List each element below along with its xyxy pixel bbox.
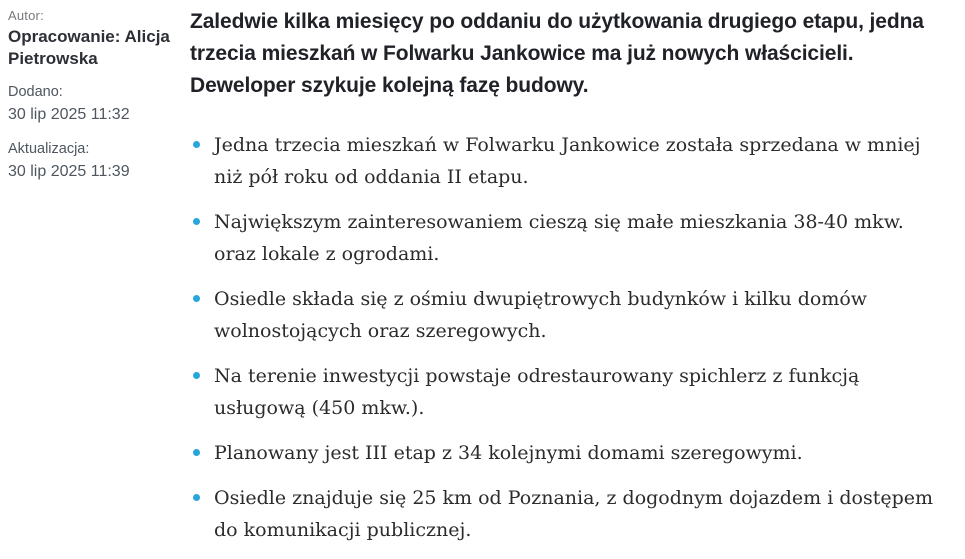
bullet-icon (193, 141, 200, 148)
list-item-text: Planowany jest III etap z 34 kolejnymi domami szeregowymi. (214, 442, 803, 464)
list-item-text: Osiedle znajduje się 25 km od Poznania, z dogodnym dojazdem i dostępem do komunikacji publicznej. (214, 487, 934, 541)
list-item (190, 129, 942, 193)
article-lead: Zaledwie kilka miesięcy po oddaniu do użytkowania drugiego etapu, jedna trzecia mieszkań w Folwarku Jankowice ma już nowych właścicieli. Deweloper szykuje kolejną fazę budowy. (190, 10, 924, 97)
added-group (8, 83, 180, 126)
author-label: Autor: (8, 8, 44, 23)
updated-group (8, 140, 180, 183)
bullet-icon (193, 494, 200, 501)
list-item (190, 437, 942, 469)
list-item (190, 482, 942, 546)
updated-label: Aktualizacja: (8, 140, 90, 157)
article-meta-sidebar (8, 8, 180, 197)
list-item (190, 206, 942, 270)
list-item-text: Osiedle składa się z ośmiu dwupiętrowych budynków i kilku domów wolnostojących oraz szeregowych. (214, 288, 868, 342)
list-item-text: Największym zainteresowaniem cieszą się małe mieszkania 38-40 mkw. oraz lokale z ogrodami. (214, 211, 904, 265)
list-item (190, 360, 942, 424)
bullet-icon (193, 218, 200, 225)
list-item-text: Na terenie inwestycji powstaje odrestaurowany spichlerz z funkcją usługową (450 mkw.). (214, 365, 860, 419)
list-item-text: Jedna trzecia mieszkań w Folwarku Jankowice została sprzedana w mniej niż pół roku od oddania II etapu. (214, 134, 921, 188)
added-date: 30 lip 2025 11:32 (8, 106, 130, 124)
updated-date: 30 lip 2025 11:39 (8, 163, 130, 181)
summary-list (190, 129, 942, 546)
added-label: Dodano: (8, 83, 63, 100)
list-item (190, 283, 942, 347)
bullet-icon (193, 449, 200, 456)
bullet-icon (193, 372, 200, 379)
author-name: Opracowanie: Alicja Pietrowska (8, 27, 170, 68)
article-content (190, 6, 942, 559)
bullet-icon (193, 295, 200, 302)
